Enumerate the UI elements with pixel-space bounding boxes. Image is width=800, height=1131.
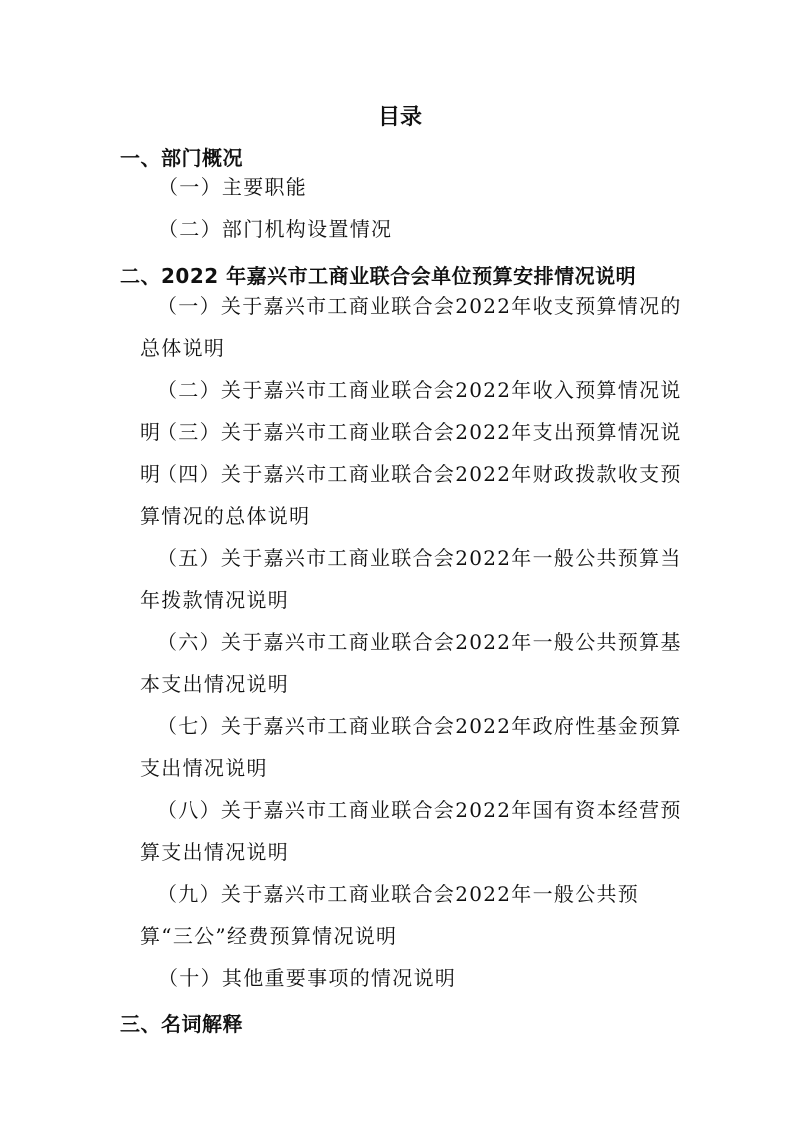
toc-item-2-7: （七）关于嘉兴市工商业联合会2022年政府性基金预算支出情况说明	[140, 714, 682, 780]
toc-item-1-1: （一）主要职能	[158, 175, 308, 199]
toc-item-2-4: （四）关于嘉兴市工商业联合会2022年财政拨款收支预算情况的总体说明	[140, 462, 682, 528]
section-heading-1: 一、部门概况	[120, 146, 243, 170]
toc-item-2-6: （六）关于嘉兴市工商业联合会2022年一般公共预算基本支出情况说明	[140, 630, 682, 696]
toc-item-2-9: （九）关于嘉兴市工商业联合会2022年一般公共预算“三公”经费预算情况说明	[140, 882, 640, 948]
toc-item-2-3: （三）关于嘉兴市工商业联合会2022年支出预算情况说明	[140, 420, 682, 486]
toc-item-2-2: （二）关于嘉兴市工商业联合会2022年收入预算情况说明	[140, 378, 682, 444]
section-heading-3: 三、名词解释	[120, 1012, 243, 1036]
toc-title: 目录	[377, 105, 422, 130]
toc-item-1-2: （二）部门机构设置情况	[158, 217, 393, 241]
toc-item-2-1: （一）关于嘉兴市工商业联合会2022年收支预算情况的总体说明	[140, 294, 682, 360]
toc-item-2-10: （十）其他重要事项的情况说明	[158, 966, 457, 990]
section-heading-2: 二、2022 年嘉兴市工商业联合会单位预算安排情况说明	[120, 264, 637, 288]
toc-item-2-8: （八）关于嘉兴市工商业联合会2022年国有资本经营预算支出情况说明	[140, 798, 682, 864]
toc-item-2-5: （五）关于嘉兴市工商业联合会2022年一般公共预算当年拨款情况说明	[140, 546, 682, 612]
